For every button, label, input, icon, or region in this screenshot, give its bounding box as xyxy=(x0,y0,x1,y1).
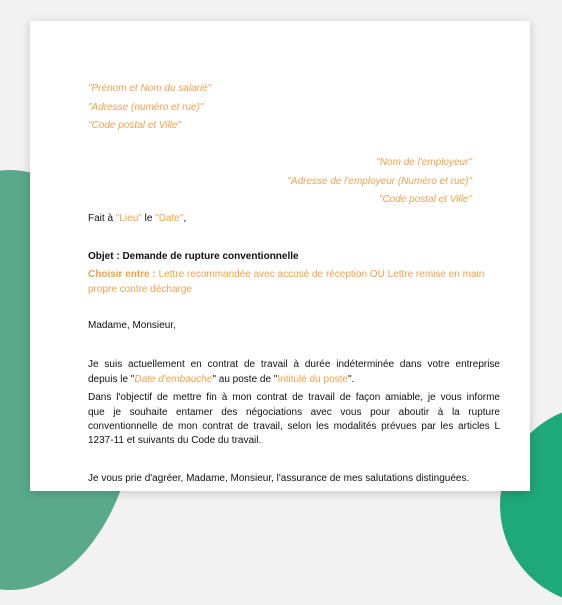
recipient-postal: "Code postal et Ville" xyxy=(378,194,472,205)
para1-line2-c: ". xyxy=(347,374,355,385)
choose-text-1: Lettre recommandée avec accusé de réception OU Lettre remise en main xyxy=(155,269,485,280)
sender-address: "Adresse (numéro et rue)" xyxy=(88,102,204,113)
subject-line: Objet : Demande de rupture conventionnelle xyxy=(88,251,299,262)
place-date-mid: le xyxy=(141,213,156,224)
job-title-field: Intitulé du poste xyxy=(277,374,348,385)
para2-line3: conventionnelle de mon contrat de travail, selon les modalités prévues par les articles L xyxy=(88,421,500,432)
place-date-prefix: Fait à xyxy=(88,213,116,224)
salutation: Madame, Monsieur, xyxy=(88,320,176,331)
place-date-suffix: , xyxy=(183,213,187,224)
sender-postal: "Code postal et Ville" xyxy=(88,120,182,131)
para1-line2 xyxy=(88,373,354,387)
closing-line: Je vous prie d'agréer, Madame, Monsieur, l'assurance de mes salutations distinguées. xyxy=(88,473,470,484)
para2-line4: 1237-11 et suivants du Code du travail. xyxy=(88,435,262,446)
para1-line2-b: " au poste de " xyxy=(212,374,278,385)
choose-line-2: propre contre décharge xyxy=(88,284,192,295)
recipient-name: "Nom de l'employeur" xyxy=(376,157,472,168)
para1-line1: Je suis actuellement en contrat de travail à durée indéterminée dans votre entreprise xyxy=(88,359,500,370)
para2-line2: que je souhaite entamer des négociations avec vous pour aboutir à la rupture xyxy=(88,407,500,418)
choose-label: Choisir entre : xyxy=(88,269,156,280)
recipient-address: "Adresse de l'employeur (Numéro et rue)" xyxy=(287,176,472,187)
sender-name: "Prénom et Nom du salarié" xyxy=(88,83,212,94)
para1-line2-a: depuis le " xyxy=(88,374,135,385)
para2-line1: Dans l'objectif de mettre fin à mon contrat de travail de façon amiable, je vous informe xyxy=(88,392,500,403)
hire-date-field: Date d'embauche xyxy=(134,374,213,385)
place-field: "Lieu" xyxy=(115,213,142,224)
letter-page xyxy=(30,21,530,491)
place-date-line xyxy=(88,212,186,226)
choose-line-1 xyxy=(88,268,484,282)
date-field: "Date" xyxy=(155,213,184,224)
